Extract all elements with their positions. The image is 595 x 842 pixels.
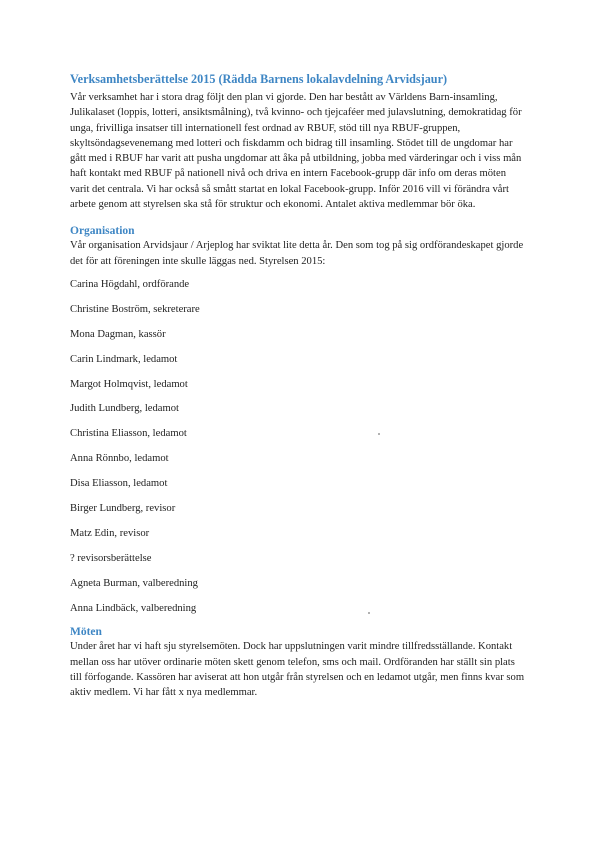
board-member: Birger Lundberg, revisor — [70, 502, 176, 514]
board-member: Christine Boström, sekreterare — [70, 303, 200, 315]
moten-paragraph: Under året har vi haft sju styrelsemöten. Dock har uppslutningen varit mindre tillfredsställande. Kontakt mellan oss har utöver ordinarie möten skett genom telefon, sms och mail. Ordföranden har ställt sin plats till förfogande. Kassören har aviserat att hon utgår från styrelsen och en ledamot utgår, men finns kvar som aktiv medlem. Vi har fått x nya medlemmar. — [70, 641, 525, 699]
board-member: Carin Lindmark, ledamot — [70, 353, 178, 365]
board-member: Anna Lindbäck, valberedning — [70, 602, 197, 614]
scan-speck — [378, 433, 380, 435]
board-member: Mona Dagman, kassör — [70, 328, 166, 340]
board-member: Disa Eliasson, ledamot — [70, 478, 168, 490]
board-member: Judith Lundberg, ledamot — [70, 403, 179, 415]
moten-heading: Möten — [70, 626, 102, 639]
board-member: Christina Eliasson, ledamot — [70, 428, 187, 440]
board-member: Margot Holmqvist, ledamot — [70, 378, 188, 390]
document-body — [70, 72, 525, 701]
board-member: Anna Rönnbo, ledamot — [70, 453, 169, 465]
board-member: Matz Edin, revisor — [70, 527, 150, 539]
board-member: ? revisorsberättelse — [70, 552, 152, 564]
board-member-list — [70, 277, 525, 616]
scan-speck — [368, 612, 370, 614]
organisation-paragraph: Vår organisation Arvidsjaur / Arjeplog har sviktat lite detta år. Den som tog på sig ordförandeskapet gjorde det för att föreningen inte skulle läggas ned. Styrelsen 2015: — [70, 240, 524, 267]
board-member: Carina Högdahl, ordförande — [70, 278, 190, 290]
document-title: Verksamhetsberättelse 2015 (Rädda Barnens lokalavdelning Arvidsjaur) — [70, 72, 448, 86]
intro-paragraph: Vår verksamhet har i stora drag följt den plan vi gjorde. Den har bestått av Världens Barn-insamling, Julikalaset (loppis, lotteri, ansiktsmålning), två kvinno- och tjejcaféer med julavslutning, demokratidag för unga, frivilliga insatser till internationell fest ordnad av RBUF, stöd till nya RBUF-gruppen, skyltsöndagsevenemang med lotteri och fiskdamm och bidrag till insamling. Stödet till de ungdomar har gått med i RBUF har varit att pusha ungdomar att åka på utbildning, jobba med värderingar och i viss mån haft kontakt med RBUF på nationell nivå och driva en intern Facebook-grupp där info om deras möten varit det centrala. Vi har också så smått startat en lokal Facebook-grupp. Inför 2016 vill vi förändra vårt arbete genom att styrelsen ska stå för struktur och ekonomi. Antalet aktiva medlemmar bör öka. — [70, 92, 522, 211]
board-member: Agneta Burman, valberedning — [70, 577, 198, 589]
organisation-heading: Organisation — [70, 225, 135, 238]
